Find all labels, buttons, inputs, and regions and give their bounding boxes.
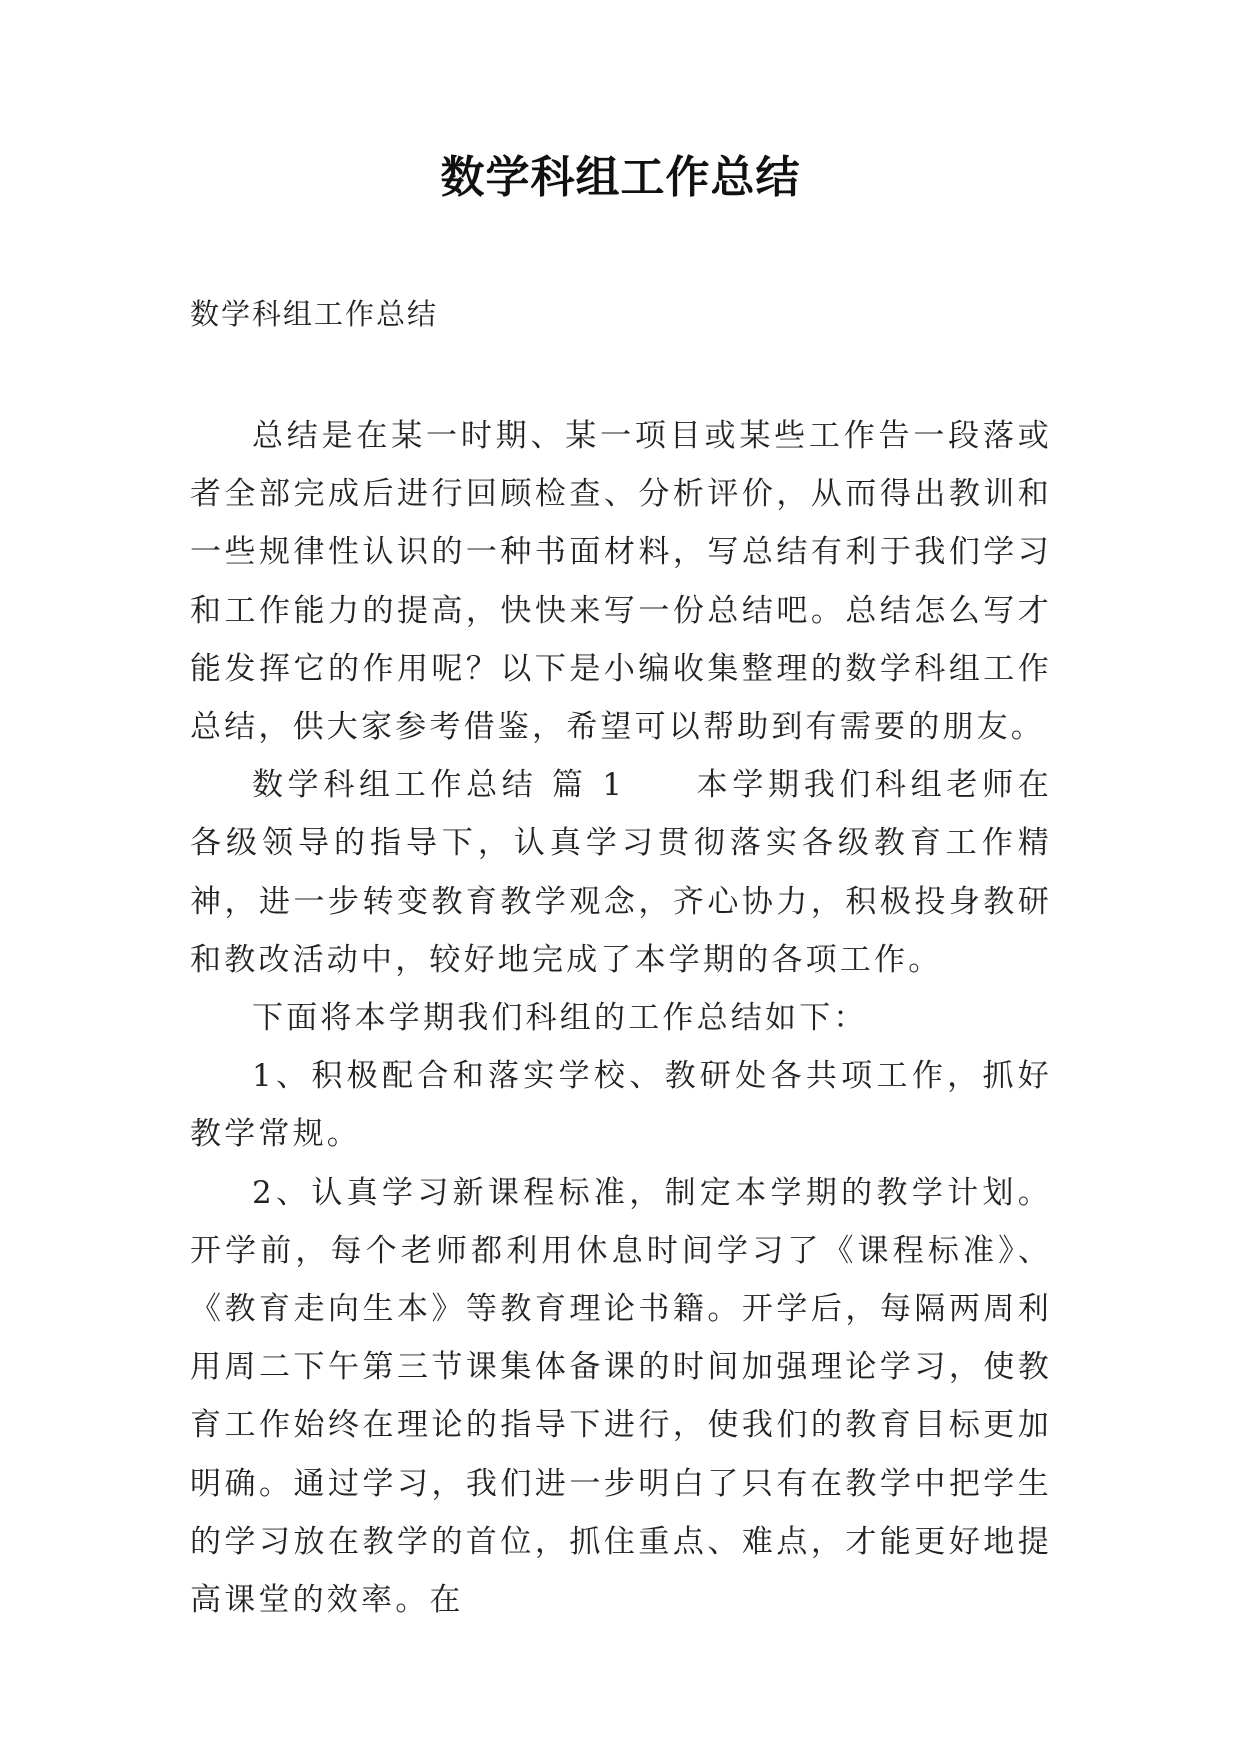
section-heading: 数学科组工作总结 篇 1 — [252, 767, 626, 804]
paragraph-summary-lead: 下面将本学期我们科组的工作总结如下： — [252, 1000, 868, 1037]
document-title: 数学科组工作总结 — [440, 152, 801, 203]
section-body: 本学期我们科组老师在各级领导的指导下，认真学习贯彻落实各级教育工作精神，进一步转变教育教学观念，齐心协力，积极投身教研和教改活动中，较好地完成了本学期的各项工作。 — [190, 767, 1052, 978]
paragraph-intro: 总结是在某一时期、某一项目或某些工作告一段落或者全部完成后进行回顾检查、分析评价，从而得出教训和一些规律性认识的一种书面材料，写总结有利于我们学习和工作能力的提高，快快来写一份总结吧。总结怎么写才能发挥它的作用呢？以下是小编收集整理的数学科组工作总结，供大家参考借鉴，希望可以帮助到有需要的朋友。 — [190, 418, 1052, 746]
paragraph-section-1 — [190, 756, 1052, 989]
paragraph-item-2: 2、认真学习新课程标准，制定本学期的教学计划。开学前，每个老师都利用休息时间学习了《课程标准》、《教育走向生本》等教育理论书籍。开学后，每隔两周利用周二下午第三节课集体备课的时间加强理论学习，使教育工作始终在理论的指导下进行，使我们的教育目标更加明确。通过学习，我们进一步明白了只有在教学中把学生的学习放在教学的首位，抓住重点、难点，才能更好地提高课堂的效率。在 — [190, 1174, 1052, 1619]
paragraph-item-1: 1、积极配合和落实学校、教研处各共项工作，抓好教学常规。 — [190, 1058, 1052, 1153]
document-body — [190, 407, 1052, 1629]
document-subtitle: 数学科组工作总结 — [190, 297, 439, 331]
